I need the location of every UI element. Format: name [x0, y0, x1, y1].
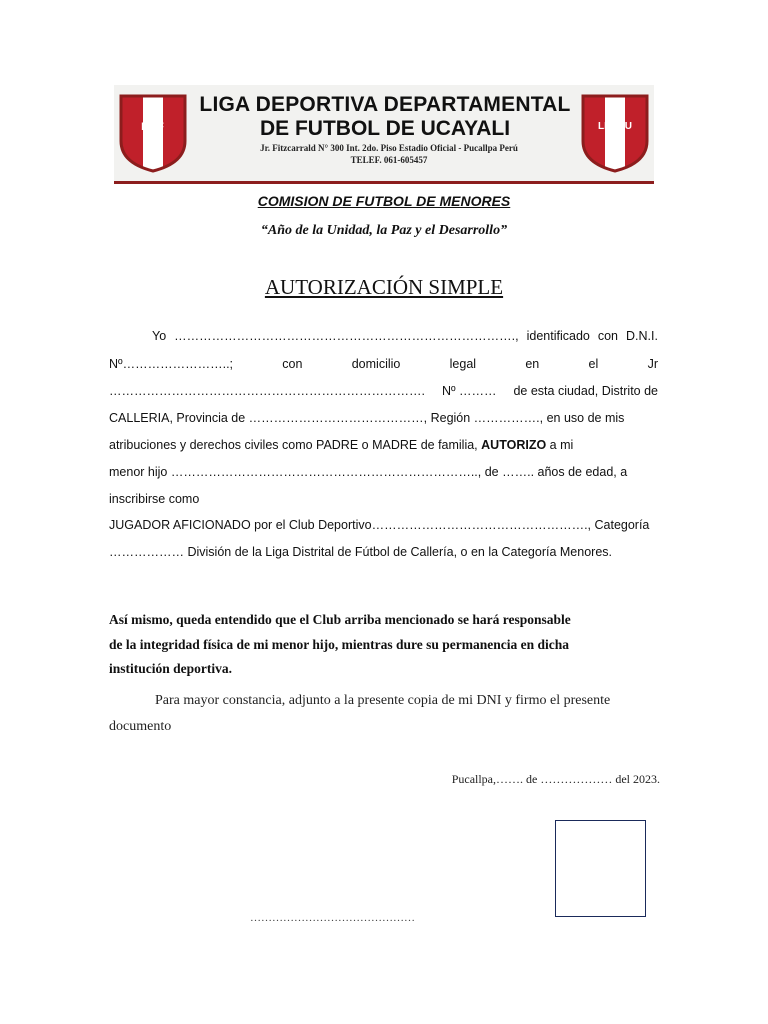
year-motto: “Año de la Unidad, la Paz y el Desarrollo”	[260, 223, 508, 238]
body-line-4: CALLERIA, Provincia de ……………………………………, Región ……………., en uso de mis	[109, 411, 625, 425]
fpf-shield-icon	[118, 93, 188, 173]
closing-line-2: documento	[109, 719, 172, 734]
letterhead-title-line1: LIGA DEPORTIVA DEPARTAMENTAL	[199, 93, 571, 116]
body-line-9: ……………… División de la Liga Distrital de Fútbol de Callería, o en la Categoría Menores.	[109, 545, 612, 559]
responsibility-line-2: de la integridad física de mi menor hijo, mientras dure su permanencia en dicha	[109, 637, 569, 652]
signature-line: ………………………………………	[250, 912, 415, 924]
place-date: Pucallpa,……. de ……………… del 2023.	[451, 772, 660, 786]
body-line-1: Yo ………………………………………………………………………., identificado con D.N.I.	[152, 329, 658, 343]
letterhead-title-line2: DE FUTBOL DE UCAYALI	[259, 117, 511, 140]
body-line-7: inscribirse como	[109, 492, 200, 506]
body-line-5: atribuciones y derechos civiles como PADRE o MADRE de familia, AUTORIZO a mi	[109, 438, 574, 452]
lddfu-logo-text: LDDFU	[598, 121, 632, 132]
body-line-8: JUGADOR AFICIONADO por el Club Deportivo……………………………………………., Categoría	[109, 518, 650, 532]
fpf-logo-text: FPF	[141, 121, 165, 133]
closing-line-1: Para mayor constancia, adjunto a la presente copia de mi DNI y firmo el presente	[155, 693, 611, 708]
responsibility-line-1: Así mismo, queda entendido que el Club arriba mencionado se hará responsable	[109, 612, 571, 627]
lddfu-shield-icon	[580, 93, 650, 173]
letterhead-phone: TELEF. 061-605457	[350, 155, 428, 165]
fingerprint-box	[555, 820, 646, 917]
authorize-word: AUTORIZO	[481, 438, 547, 452]
letterhead	[114, 85, 654, 184]
responsibility-line-3: institución deportiva.	[109, 661, 233, 676]
body-line-6: menor hijo ……………………………………………………………….., de …….. años de edad, a	[109, 465, 628, 479]
commission-heading: COMISION DE FUTBOL DE MENORES	[257, 193, 511, 209]
letterhead-address: Jr. Fitzcarrald N° 300 Int. 2do. Piso Estadio Oficial - Pucallpa Perú	[260, 143, 518, 153]
body-line-3: …………………………………………………………………. Nº ……… de esta ciudad, Distrito de	[109, 384, 658, 398]
document-title: AUTORIZACIÓN SIMPLE	[264, 275, 504, 299]
body-line-2: Nº……………………..; con domicilio legal en el Jr	[109, 357, 658, 371]
